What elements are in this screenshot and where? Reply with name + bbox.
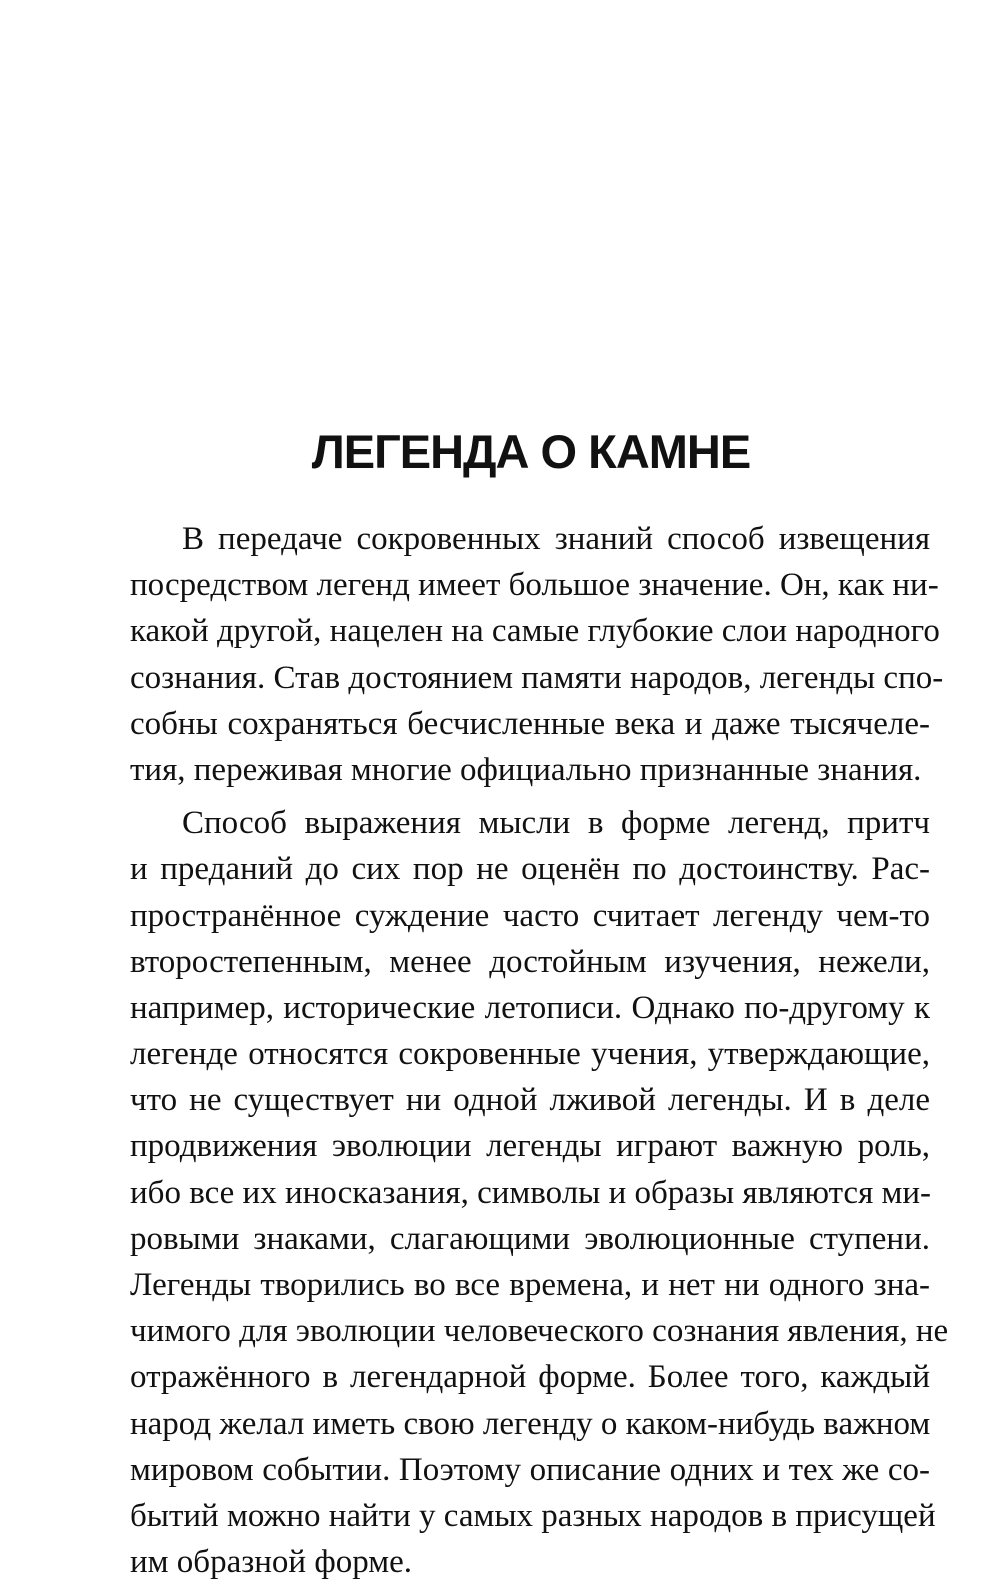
body-text bbox=[130, 516, 949, 1585]
text-line: народ желал иметь свою легенду о каком-нибудь важном bbox=[130, 1405, 931, 1442]
text-line: легенде относятся сокровенные учения, утверждающие, bbox=[130, 1036, 930, 1073]
text-line: какой другой, нацелен на самые глубокие слои народного bbox=[130, 613, 940, 650]
text-line: продвижения эволюции легенды играют важную роль, bbox=[130, 1128, 930, 1165]
text-line: Легенды творились во все времена, и нет ни одного зна- bbox=[130, 1267, 930, 1303]
text-line: посредством легенд имеет большое значение. Он, как ни- bbox=[130, 567, 939, 604]
chapter-title: ЛЕГЕНДА О КАМНЕ bbox=[311, 425, 751, 478]
paragraph-gap bbox=[130, 793, 930, 800]
text-line: чимого для эволюции человеческого сознания явления, не bbox=[130, 1313, 949, 1350]
text-line: бытий можно найти у самых разных народов в присущей bbox=[130, 1497, 936, 1534]
text-line: отражённого в легендарной форме. Более того, каждый bbox=[130, 1359, 930, 1396]
text-line: В передаче сокровенных знаний способ извещения bbox=[182, 521, 930, 557]
text-line: ровыми знаками, слагающими эволюционные ступени. bbox=[130, 1220, 930, 1257]
text-line: тия, переживая многие официально признанные знания. bbox=[130, 751, 922, 788]
paragraph-1 bbox=[130, 516, 944, 793]
text-line: собны сохраняться бесчисленные века и даже тысячеле- bbox=[130, 705, 930, 742]
paragraph-2 bbox=[130, 800, 949, 1585]
text-line: второстепенным, менее достойным изучения, нежели, bbox=[130, 943, 930, 980]
text-line: сознания. Став достоянием памяти народов, легенды спо- bbox=[130, 659, 944, 696]
text-line: Способ выражения мысли в форме легенд, притч bbox=[182, 805, 930, 842]
text-line: например, исторические летописи. Однако по-другому к bbox=[130, 989, 930, 1026]
text-line: ибо все их иносказания, символы и образы являются ми- bbox=[130, 1174, 932, 1211]
text-line: пространённое суждение часто считает легенду чем-то bbox=[130, 897, 930, 934]
text-line: и преданий до сих пор не оценён по достоинству. Рас- bbox=[130, 851, 930, 888]
text-line: им образной форме. bbox=[130, 1544, 412, 1581]
text-line: что не существует ни одной лживой легенды. И в деле bbox=[130, 1082, 930, 1119]
text-line: мировом событии. Поэтому описание одних и тех же со- bbox=[130, 1451, 930, 1488]
